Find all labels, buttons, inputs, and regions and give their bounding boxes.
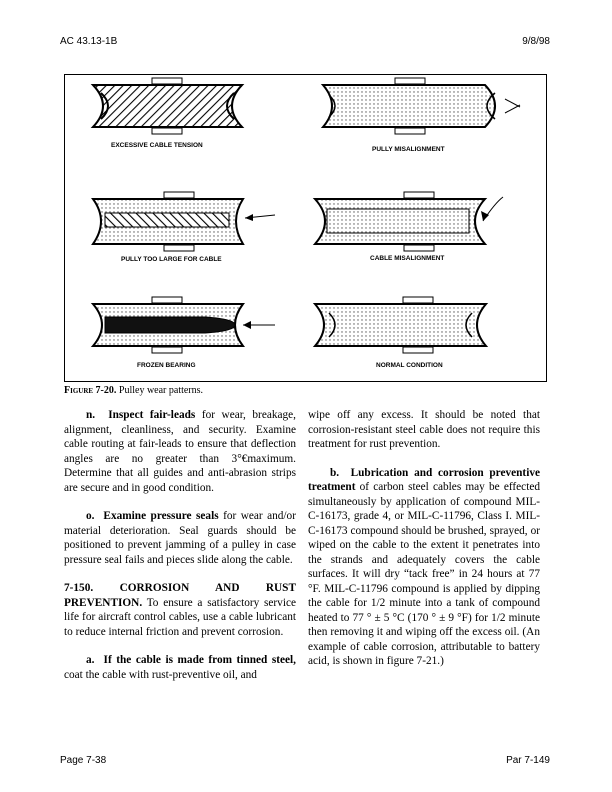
doc-date: 9/8/98 <box>522 36 550 47</box>
section-title: 7-150. CORROSION AND RUST PREVENTION. <box>64 582 296 609</box>
paragraph-ref: Par 7-149 <box>506 755 550 766</box>
label-frozen: FROZEN BEARING <box>137 362 196 369</box>
para-a <box>64 653 296 682</box>
para-b <box>308 466 540 669</box>
section-body: To ensure a satisfactory service life for aircraft control cables, use a cable lubricant to reduce internal friction and prevent corrosion. <box>64 596 296 638</box>
pulley-frozen-bearing <box>93 297 275 353</box>
para-n-lead: n. <box>86 409 96 421</box>
para-a-lead: a. <box>86 654 95 666</box>
caption-label: Figure 7-20. <box>64 385 117 396</box>
right-column <box>308 408 540 683</box>
pulley-too-large <box>93 192 275 251</box>
label-normal: NORMAL CONDITION <box>376 362 443 369</box>
para-b-body: of carbon steel cables may be effected simultaneously by application of compound MIL-C-16173, grade 4, or MIL-C-11796, Class I. MIL-C-16173 compound should be brushed, sprayed, or wiped on the cable to the extent it penetrates into the strands and adequately covers the cable surfaces. It will dry “tack free” in 24 hours at 77 °F. MIL-C-11796 compound is applied by dipping the cable for 1/2 minute into a tank of compound heated to 77 ° ± 5 °C (170 ° ± 9 °F) for 1/2 minute then removing it and wiping off the excess oil. (An example of cable corrosion, attributable to battery acid, is shown in figure 7-21.) <box>308 481 540 667</box>
para-o <box>64 509 296 567</box>
pulley-diagrams <box>65 75 548 383</box>
para-a-cont: wipe off any excess. It should be noted that corrosion-resistant steel cable does not require this treatment for rust prevention. <box>308 409 540 450</box>
label-misalignment: PULLY MISALIGNMENT <box>372 146 445 153</box>
para-o-title: Examine pressure seals <box>103 510 219 522</box>
caption-text: Pulley wear patterns. <box>116 385 204 396</box>
label-cable-mis: CABLE MISALIGNMENT <box>370 255 445 262</box>
pulley-cable-misalignment <box>315 192 503 251</box>
label-excessive: EXCESSIVE CABLE TENSION <box>111 142 203 149</box>
label-too-large: PULLY TOO LARGE FOR CABLE <box>121 256 222 263</box>
para-a-title: If the cable is made from tinned steel, <box>103 654 296 666</box>
para-n-title: Inspect fair-leads <box>108 409 196 421</box>
left-column <box>64 408 296 696</box>
para-b-title: Lubrication and corrosion preventive treatment <box>308 466 540 493</box>
para-n <box>64 408 296 495</box>
para-n-body: for wear, breakage, alignment, cleanliness, and security. Examine cable routing at fair-leads to ensure that deflection angles are no greater than 3°€maximum. Determine that all guides and anti-abrasion strips are secure and in good condition. <box>64 409 296 494</box>
pulley-excessive-tension <box>93 78 242 134</box>
figure-caption <box>64 385 203 396</box>
para-o-body: for wear and/or material deterioration. Seal guards should be positioned to prevent jamming of a pulley in case pressure seal fails and pieces slide along the cable. <box>64 510 296 566</box>
pulley-wear-figure <box>64 74 547 382</box>
para-b-lead: b. <box>330 466 340 479</box>
pulley-normal <box>315 297 486 353</box>
doc-id: AC 43.13-1B <box>60 36 118 47</box>
pulley-misalignment <box>323 78 520 134</box>
page-number: Page 7-38 <box>60 755 107 766</box>
section-7-150 <box>64 581 296 639</box>
para-a-body: coat the cable with rust-preventive oil, and <box>64 668 257 681</box>
para-o-lead: o. <box>86 510 95 522</box>
